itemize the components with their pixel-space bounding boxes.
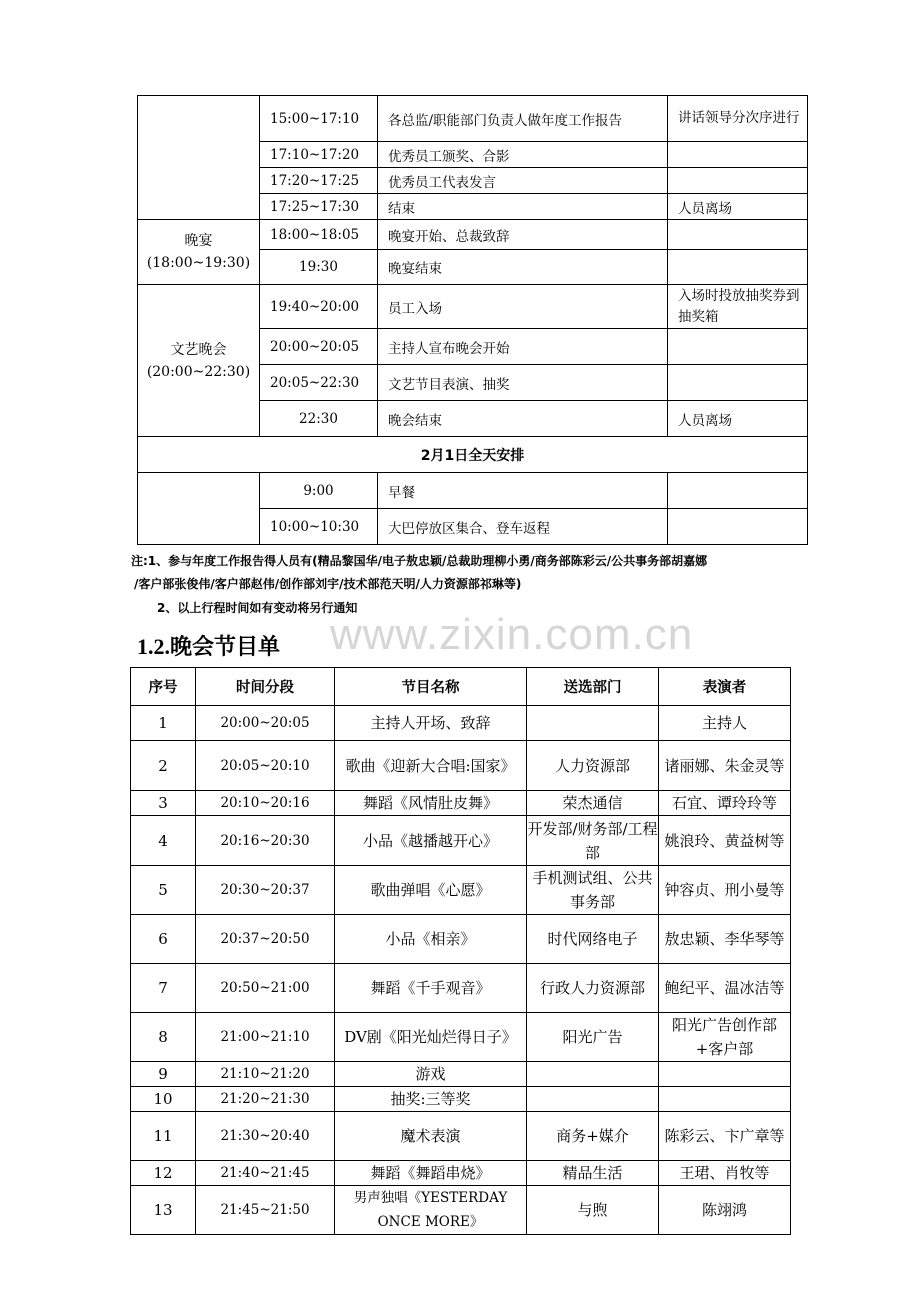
agenda-note <box>668 168 808 194</box>
agenda-time: 17:25~17:30 <box>260 194 378 220</box>
watermark: www.zixin.com.cn <box>330 610 694 659</box>
program-title: 舞蹈《千手观音》 <box>335 964 527 1013</box>
program-row <box>131 1186 791 1235</box>
program-dept: 人力资源部 <box>527 741 659 791</box>
header-title: 节目名称 <box>335 668 527 706</box>
program-header-row <box>131 668 791 706</box>
program-title: 男声独唱《YESTERDAY ONCE MORE》 <box>335 1186 527 1235</box>
program-no: 2 <box>131 741 196 791</box>
agenda-note <box>668 365 808 401</box>
program-dept: 手机测试组、公共事务部 <box>527 866 659 915</box>
program-table <box>130 667 791 1235</box>
program-performer: 钟容贞、刑小曼等 <box>659 866 791 915</box>
program-time: 21:20~21:30 <box>196 1087 335 1112</box>
program-title: 小品《越播越开心》 <box>335 816 527 866</box>
agenda-item: 结束 <box>378 194 668 220</box>
program-dept: 精品生活 <box>527 1161 659 1186</box>
program-row <box>131 741 791 791</box>
agenda-item: 优秀员工代表发言 <box>378 168 668 194</box>
header-dept: 送选部门 <box>527 668 659 706</box>
program-no: 6 <box>131 915 196 964</box>
agenda-item: 员工入场 <box>378 285 668 329</box>
program-no: 3 <box>131 791 196 816</box>
agenda-table <box>137 95 808 545</box>
note-line-2: /客户部张俊伟/客户部赵伟/创作部刘宇/技术部范天明/人力资源部祁琳等) <box>134 577 522 591</box>
agenda-row <box>138 96 808 142</box>
program-time: 20:50~21:00 <box>196 964 335 1013</box>
agenda-item: 主持人宣布晚会开始 <box>378 329 668 365</box>
program-no: 5 <box>131 866 196 915</box>
program-title: 抽奖:三等奖 <box>335 1087 527 1112</box>
program-time: 20:30~20:37 <box>196 866 335 915</box>
agenda-time: 15:00~17:10 <box>260 96 378 142</box>
program-dept <box>527 1062 659 1087</box>
program-dept: 时代网络电子 <box>527 915 659 964</box>
program-time: 21:30~20:40 <box>196 1112 335 1161</box>
agenda-item: 晚会结束 <box>378 401 668 437</box>
program-row <box>131 1013 791 1062</box>
agenda-period-gala <box>138 285 260 437</box>
program-time: 20:05~20:10 <box>196 741 335 791</box>
program-title: 舞蹈《风情肚皮舞》 <box>335 791 527 816</box>
program-time: 21:45~21:50 <box>196 1186 335 1235</box>
program-performer: 阳光广告创作部+客户部 <box>659 1013 791 1062</box>
note-line-3: 2、以上行程时间如有变动将另行通知 <box>157 601 358 615</box>
program-row <box>131 1087 791 1112</box>
program-no: 10 <box>131 1087 196 1112</box>
program-title: 舞蹈《舞蹈串烧》 <box>335 1161 527 1186</box>
agenda-time: 10:00~10:30 <box>260 509 378 545</box>
program-dept: 与煦 <box>527 1186 659 1235</box>
period-range: (18:00~19:30) <box>146 255 251 271</box>
agenda-row <box>138 220 808 250</box>
agenda-item: 晚宴开始、总裁致辞 <box>378 220 668 250</box>
agenda-item: 晚宴结束 <box>378 250 668 285</box>
agenda-note <box>668 220 808 250</box>
agenda-time: 22:30 <box>260 401 378 437</box>
program-row <box>131 791 791 816</box>
agenda-item: 早餐 <box>378 473 668 509</box>
agenda-item: 大巴停放区集合、登车返程 <box>378 509 668 545</box>
agenda-item: 优秀员工颁奖、合影 <box>378 142 668 168</box>
program-performer: 陈翊鸿 <box>659 1186 791 1235</box>
program-no: 13 <box>131 1186 196 1235</box>
agenda-note <box>668 329 808 365</box>
program-row <box>131 964 791 1013</box>
program-dept: 开发部/财务部/工程部 <box>527 816 659 866</box>
program-performer <box>659 1062 791 1087</box>
program-row <box>131 915 791 964</box>
program-dept: 阳光广告 <box>527 1013 659 1062</box>
header-time: 时间分段 <box>196 668 335 706</box>
program-performer: 姚浪玲、黄益树等 <box>659 816 791 866</box>
program-title: 魔术表演 <box>335 1112 527 1161</box>
program-performer <box>659 1087 791 1112</box>
period-range: (20:00~22:30) <box>146 363 251 380</box>
program-time: 21:10~21:20 <box>196 1062 335 1087</box>
header-performer: 表演者 <box>659 668 791 706</box>
header-no: 序号 <box>131 668 196 706</box>
program-time: 20:16~20:30 <box>196 816 335 866</box>
agenda-note <box>668 250 808 285</box>
program-time: 20:10~20:16 <box>196 791 335 816</box>
program-row <box>131 866 791 915</box>
program-row <box>131 816 791 866</box>
program-row <box>131 1062 791 1087</box>
program-title: 主持人开场、致辞 <box>335 706 527 741</box>
agenda-note <box>668 509 808 545</box>
program-row <box>131 1161 791 1186</box>
program-performer: 王珺、肖牧等 <box>659 1161 791 1186</box>
agenda-note <box>668 142 808 168</box>
period-name: 文艺晚会 <box>170 341 227 358</box>
program-no: 4 <box>131 816 196 866</box>
agenda-note: 讲话领导分次序进行 <box>668 96 808 142</box>
note-line-1: 注:1、参与年度工作报告得人员有(精品黎国华/电子敖忠颖/总裁助理柳小勇/商务部陈彩云/公共事务部胡嘉娜 <box>131 554 708 568</box>
agenda-time: 18:00~18:05 <box>260 220 378 250</box>
program-title: 游戏 <box>335 1062 527 1087</box>
agenda-time: 20:00~20:05 <box>260 329 378 365</box>
program-no: 1 <box>131 706 196 741</box>
program-dept: 行政人力资源部 <box>527 964 659 1013</box>
program-time: 20:00~20:05 <box>196 706 335 741</box>
agenda-time: 17:20~17:25 <box>260 168 378 194</box>
program-performer: 敖忠颖、李华琴等 <box>659 915 791 964</box>
agenda-row <box>138 473 808 509</box>
agenda-day2-title: 2月1日全天安排 <box>138 437 808 473</box>
program-dept <box>527 1087 659 1112</box>
agenda-note: 入场时投放抽奖券到抽奖箱 <box>668 285 808 329</box>
program-performer: 鲍纪平、温冰洁等 <box>659 964 791 1013</box>
program-dept <box>527 706 659 741</box>
period-name: 晚宴 <box>184 233 213 249</box>
agenda-day-banner-row <box>138 437 808 473</box>
program-time: 20:37~20:50 <box>196 915 335 964</box>
agenda-time: 19:40~20:00 <box>260 285 378 329</box>
agenda-row <box>138 285 808 329</box>
program-performer: 石宜、谭玲玲等 <box>659 791 791 816</box>
agenda-time: 19:30 <box>260 250 378 285</box>
program-title: 歌曲弹唱《心愿》 <box>335 866 527 915</box>
program-title: 小品《相亲》 <box>335 915 527 964</box>
agenda-note: 人员离场 <box>668 401 808 437</box>
program-time: 21:00~21:10 <box>196 1013 335 1062</box>
agenda-period-blank <box>138 473 260 545</box>
program-no: 9 <box>131 1062 196 1087</box>
program-performer: 诸丽娜、朱金灵等 <box>659 741 791 791</box>
agenda-note <box>668 473 808 509</box>
program-dept: 商务+媒介 <box>527 1112 659 1161</box>
program-title: DV剧《阳光灿烂得日子》 <box>335 1013 527 1062</box>
program-no: 12 <box>131 1161 196 1186</box>
agenda-item: 文艺节目表演、抽奖 <box>378 365 668 401</box>
program-performer: 陈彩云、卞广章等 <box>659 1112 791 1161</box>
program-performer: 主持人 <box>659 706 791 741</box>
agenda-period-banquet <box>138 220 260 285</box>
program-title: 歌曲《迎新大合唱:国家》 <box>335 741 527 791</box>
agenda-time: 9:00 <box>260 473 378 509</box>
program-row <box>131 706 791 741</box>
agenda-period-blank <box>138 96 260 220</box>
section-heading: 1.2.晚会节目单 <box>137 634 281 659</box>
agenda-note: 人员离场 <box>668 194 808 220</box>
program-no: 7 <box>131 964 196 1013</box>
program-no: 8 <box>131 1013 196 1062</box>
agenda-time: 17:10~17:20 <box>260 142 378 168</box>
agenda-time: 20:05~22:30 <box>260 365 378 401</box>
program-row <box>131 1112 791 1161</box>
program-dept: 荣杰通信 <box>527 791 659 816</box>
program-no: 11 <box>131 1112 196 1161</box>
program-time: 21:40~21:45 <box>196 1161 335 1186</box>
agenda-item: 各总监/职能部门负责人做年度工作报告 <box>378 96 668 142</box>
